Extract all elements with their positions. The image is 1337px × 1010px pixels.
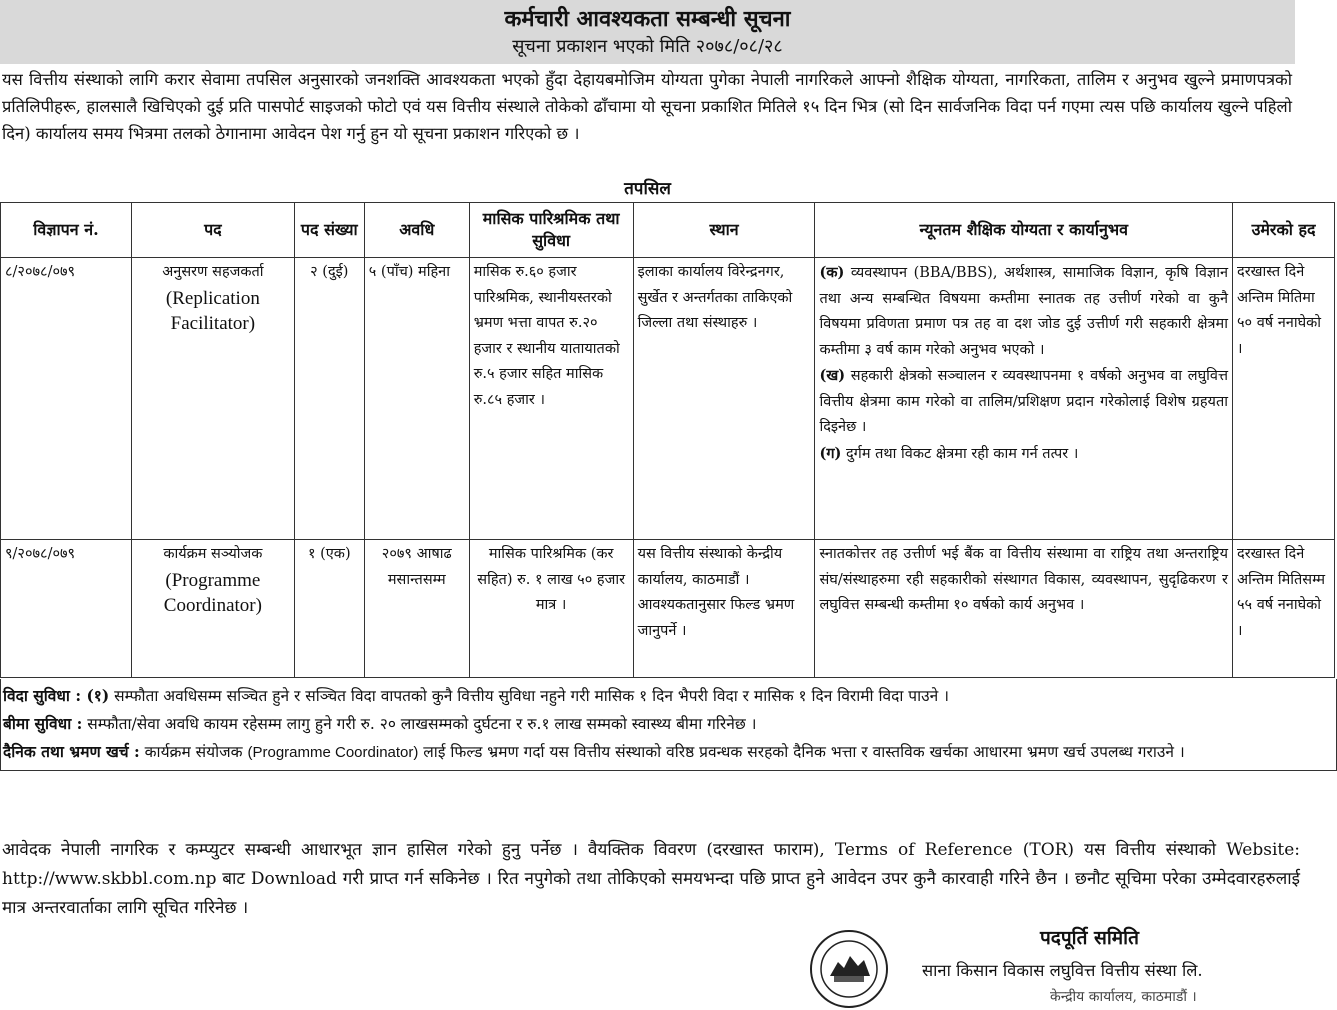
cell-qualification — [815, 258, 1233, 540]
qualification-c-label: (ग) — [819, 444, 842, 462]
daily-text-2: लाई फिल्ड भ्रमण गर्दा यस वित्तीय संस्थाको वरिष्ठ प्रवन्धक सरहको दैनिक भत्ता र वास्तविक खर्चका आधारमा भ्रमण खर्च उपलब्ध गराउने । — [418, 743, 1185, 761]
qualification-a-text: व्यवस्थापन (BBA/BBS), अर्थशास्त्र, सामाजिक विज्ञान, कृषि विज्ञान तथा अन्य सम्बन्धित विषयमा कम्तीमा स्नातक तह उत्तीर्ण गरेको वा कुनै विषयमा प्रविणता प्रमाण पत्र तह वा दश जोड दुई उत्तीर्ण गरी सहकारी क्षेत्रमा कम्तीमा ३ वर्ष काम गरेको अनुभव भएको । — [819, 265, 1228, 358]
qualification-a — [819, 260, 1228, 363]
insurance-benefit — [3, 710, 1334, 738]
header-count: पद संख्या — [294, 203, 364, 258]
cell-age: दरखास्त दिने अन्तिम मितिमा ५० वर्ष ननाघेको । — [1233, 258, 1335, 540]
header-post: पद — [131, 203, 294, 258]
organization-name: साना किसान विकास लघुवित्त वित्तीय संस्था लि. — [922, 961, 1203, 980]
leave-text: सम्फौता अवधिसम्म सञ्चित हुने र सञ्चित विदा वापतको कुनै वित्तीय सुविधा नहुने गरी मासिक १ दिन भैपरी विदा र मासिक १ दिन विरामी विदा पाउने । — [109, 687, 950, 705]
notice-header — [0, 0, 1295, 64]
cell-post — [131, 540, 294, 678]
cell-count: १ (एक) — [294, 540, 364, 678]
table-row — [1, 258, 1335, 540]
intro-paragraph: यस वित्तीय संस्थाको लागि करार सेवामा तपसिल अनुसारको जनशक्ति आवश्यकता भएको हुँदा देहायबमोजिम योग्यता पुगेका नेपाली नागरिकले आफ्नो शैक्षिक योग्यता, नागरिकता, तालिम र अनुभव खुल्ने प्रमाणपत्रको प्रतिलिपीहरू, हालसालै खिचिएको दुई प्रति पासपोर्ट साइजको फोटो एवं यस वित्तीय संस्थाले तोकेको ढाँचामा यो सूचना प्रकाशित मितिले १५ दिन भित्र (सो दिन सार्वजनिक विदा पर्न गएमा त्यस पछि कार्यालय खुल्ने पहिलो दिन) कार्यालय समय भित्रमा तलको ठेगानामा आवेदन पेश गर्नु हुन यो सूचना प्रकाशन गरिएको छ । — [2, 70, 1292, 143]
cell-location: यस वित्तीय संस्थाको केन्द्रीय कार्यालय, काठमाडौं । आवश्यकतानुसार फिल्ड भ्रमण जानुपर्ने । — [633, 540, 815, 678]
committee-name: पदपूर्ति समिति — [1040, 927, 1139, 949]
publish-date: सूचना प्रकाशन भएको मिति २०७८/०८/२८ — [512, 36, 783, 57]
cell-ad-no: ८/२०७८/०७९ — [1, 258, 132, 540]
cell-qualification: स्नातकोत्तर तह उत्तीर्ण भई बैंक वा वित्तीय संस्थामा वा राष्ट्रिय तथा अन्तराष्ट्रिय संघ/संस्थाहरुमा रही सहकारीको संस्थागत विकास, व्यवस्थापन, सुदृढिकरण र लघुवित्त सम्बन्धी कम्तीमा १० वर्षको कार्य अनुभव । — [815, 540, 1233, 678]
cell-location: इलाका कार्यालय विरेन्द्रनगर, सुर्खेत र अन्तर्गतका ताकिएको जिल्ला तथा संस्थाहरु । — [633, 258, 815, 540]
table-row — [1, 540, 1335, 678]
cell-salary: मासिक रु.६० हजार पारिश्रमिक, स्थानीयस्तरको भ्रमण भत्ता वापत रु.२० हजार र स्थानीय यातायातको रु.५ हजार सहित मासिक रु.८५ हजार । — [469, 258, 633, 540]
post-name-en: (Replication Facilitator) — [165, 287, 260, 334]
benefits-notes — [0, 679, 1337, 771]
header-ad-no: विज्ञापन नं. — [1, 203, 132, 258]
post-name-np: अनुसरण सहजकर्ता — [162, 264, 264, 280]
qualification-b-label: (ख) — [819, 367, 846, 384]
qualification-b — [819, 363, 1228, 441]
closing-paragraph: आवेदक नेपाली नागरिक र कम्प्युटर सम्बन्धी आधारभूत ज्ञान हासिल गरेको हुनु पर्नेछ । वैयक्तिक विवरण (दरखास्त फाराम), Terms of Reference (TOR) यस वित्तीय संस्थाको Website: http://www.skbbl.com.np बाट Download गरी प्राप्त गर्न सकिनेछ । रित नपुगेको तथा तोकिएको समयभन्दा पछि प्राप्त हुने आवेदन उपर कुनै कारवाही गरिने छैन । छनौट सूचिमा परेका उम्मेदवारहरुलाई मात्र अन्तरवार्ताका लागि सूचित गरिनेछ । — [2, 840, 1300, 918]
post-name-en: (Programme Coordinator) — [163, 569, 262, 616]
notice-title: कर्मचारी आवश्यकता सम्बन्धी सूचना — [504, 6, 791, 32]
leave-benefit — [3, 682, 1334, 710]
leave-label: विदा सुविधा : (१) — [3, 686, 110, 705]
header-salary: मासिक पारिश्रमिक तथा सुविधा — [469, 203, 633, 258]
cell-duration: ५ (पाँच) महिना — [364, 258, 469, 540]
table-header-row — [1, 203, 1335, 258]
daily-allowance — [3, 738, 1334, 767]
qualification-a-label: (क) — [819, 264, 845, 281]
qualification-c-text: दुर्गम तथा विकट क्षेत्रमा रही काम गर्न तत्पर । — [841, 445, 1079, 462]
qualification-c — [819, 441, 1228, 468]
post-name-np: कार्यक्रम सञ्योजक — [163, 546, 263, 562]
header-duration: अवधि — [364, 203, 469, 258]
cell-salary: मासिक पारिश्रमिक (कर सहित) रु. १ लाख ५० हजार मात्र । — [469, 540, 633, 678]
cell-duration: २०७९ आषाढ मसान्तसम्म — [364, 540, 469, 678]
qualification-b-text: सहकारी क्षेत्रको सञ्चालन र व्यवस्थापनमा १ वर्षको अनुभव वा लघुवित्त वित्तीय क्षेत्रमा काम गरेको वा तालिम/प्रशिक्षण प्रदान गरेकोलाई विशेष ग्रहयता दिइनेछ । — [819, 368, 1228, 435]
cell-age: दरखास्त दिने अन्तिम मितिसम्म ५५ वर्ष ननाघेको । — [1233, 540, 1335, 678]
organization-address: केन्द्रीय कार्यालय, काठमाडौं । — [1050, 989, 1197, 1005]
table-label: तपसिल — [624, 179, 671, 199]
daily-label: दैनिक तथा भ्रमण खर्च : — [3, 742, 140, 761]
insurance-label: बीमा सुविधा : — [3, 714, 83, 733]
cell-count: २ (दुई) — [294, 258, 364, 540]
vacancy-table — [0, 202, 1335, 678]
daily-text-1: कार्यक्रम संयोजक — [139, 743, 248, 761]
header-location: स्थान — [633, 203, 815, 258]
organization-seal — [808, 928, 890, 1010]
header-age: उमेरको हद — [1233, 203, 1335, 258]
header-qualification: न्यूनतम शैक्षिक योग्यता र कार्यानुभव — [815, 203, 1233, 258]
insurance-text: सम्फौता/सेवा अवधि कायम रहेसम्म लागु हुने गरी रु. २० लाखसम्मको दुर्घटना र रु.१ लाख सम्मको स्वास्थ्य बीमा गरिनेछ । — [82, 715, 757, 733]
cell-ad-no: ९/२०७८/०७९ — [1, 540, 132, 678]
daily-text-en: (Programme Coordinator) — [247, 744, 419, 761]
cell-post — [131, 258, 294, 540]
